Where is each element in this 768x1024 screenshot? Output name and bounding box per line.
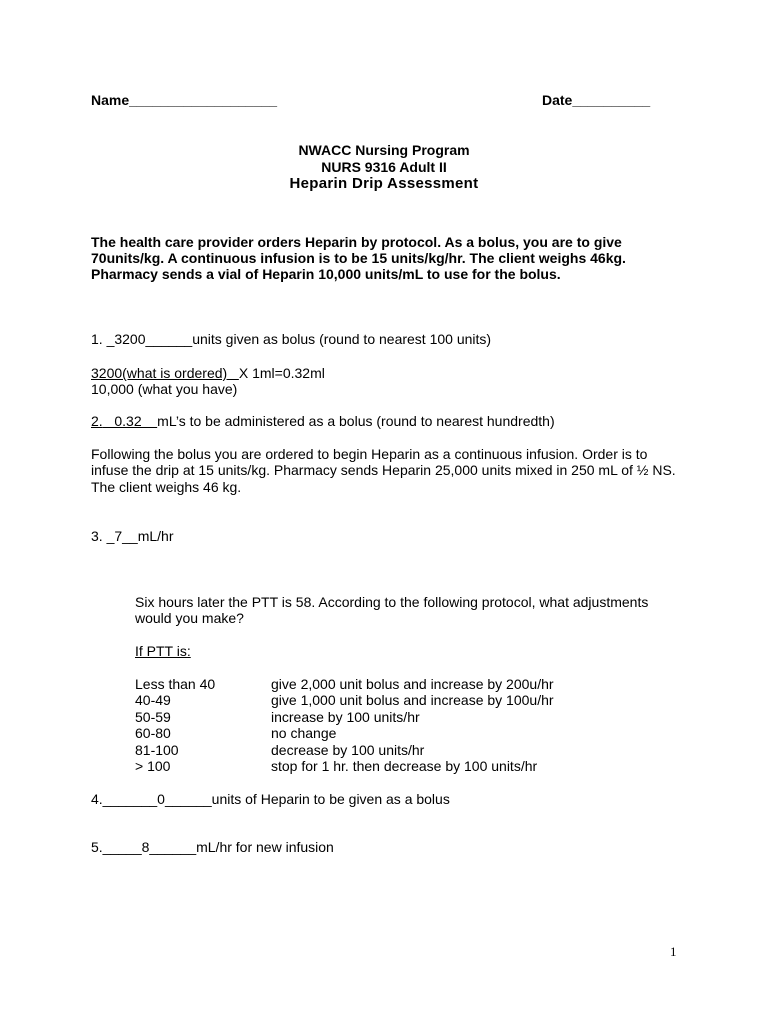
ptt-range: 40-49 <box>135 692 171 708</box>
ptt-intro: would you make? <box>135 610 244 626</box>
calc-denominator: 10,000 (what you have) <box>91 381 238 397</box>
course-title: NURS 9316 Adult II <box>321 159 447 175</box>
ptt-range: 50-59 <box>135 709 171 725</box>
program-title: NWACC Nursing Program <box>298 142 470 158</box>
q2-text: mL’s to be administered as a bolus (round to nearest hundredth) <box>157 413 555 429</box>
ptt-action: no change <box>271 725 337 741</box>
scenario-line: The health care provider orders Heparin by protocol. As a bolus, you are to give <box>91 234 622 250</box>
ptt-range: Less than 40 <box>135 676 216 692</box>
assessment-title: Heparin Drip Assessment <box>289 175 479 192</box>
ptt-action: give 1,000 unit bolus and increase by 100u/hr <box>271 692 554 708</box>
question-3: 3. _7__mL/hr <box>91 528 174 544</box>
ptt-action: increase by 100 units/hr <box>271 709 420 725</box>
question-2 <box>91 413 555 429</box>
q2-answer: 0.32 <box>102 413 158 429</box>
scenario-line: Pharmacy sends a vial of Heparin 10,000 units/mL to use for the bolus. <box>91 266 561 282</box>
bolus-calculation <box>91 365 325 381</box>
page-number: 1 <box>670 944 677 959</box>
name-field: Name___________________ <box>91 92 278 108</box>
calc-result: X 1ml=0.32ml <box>238 365 325 381</box>
ptt-action: stop for 1 hr. then decrease by 100 units/hr <box>271 758 538 774</box>
q2-prefix: 2. <box>91 413 103 429</box>
ptt-action: give 2,000 unit bolus and increase by 200u/hr <box>271 676 554 692</box>
scenario-line: 70units/kg. A continuous infusion is to be 15 units/kg/hr. The client weighs 46kg. <box>91 250 626 266</box>
date-field: Date__________ <box>542 92 651 108</box>
ptt-action: decrease by 100 units/hr <box>271 742 425 758</box>
ptt-intro: Six hours later the PTT is 58. According to the following protocol, what adjustments <box>135 594 649 610</box>
ptt-heading: If PTT is: <box>135 643 191 659</box>
calc-numerator: 3200(what is ordered) <box>91 365 239 381</box>
infusion-line: The client weighs 46 kg. <box>91 479 242 495</box>
ptt-range: 60-80 <box>135 725 171 741</box>
question-5: 5._____8______mL/hr for new infusion <box>91 839 334 855</box>
ptt-range: 81-100 <box>135 742 179 758</box>
infusion-line: Following the bolus you are ordered to begin Heparin as a continuous infusion. Order is to <box>91 446 648 462</box>
infusion-line: infuse the drip at 15 units/kg. Pharmacy sends Heparin 25,000 units mixed in 250 mL of ½ NS. <box>91 462 676 478</box>
question-4: 4._______0______units of Heparin to be given as a bolus <box>91 791 450 807</box>
question-1: 1. _3200______units given as bolus (round to nearest 100 units) <box>91 331 492 347</box>
ptt-range: > 100 <box>135 758 171 774</box>
